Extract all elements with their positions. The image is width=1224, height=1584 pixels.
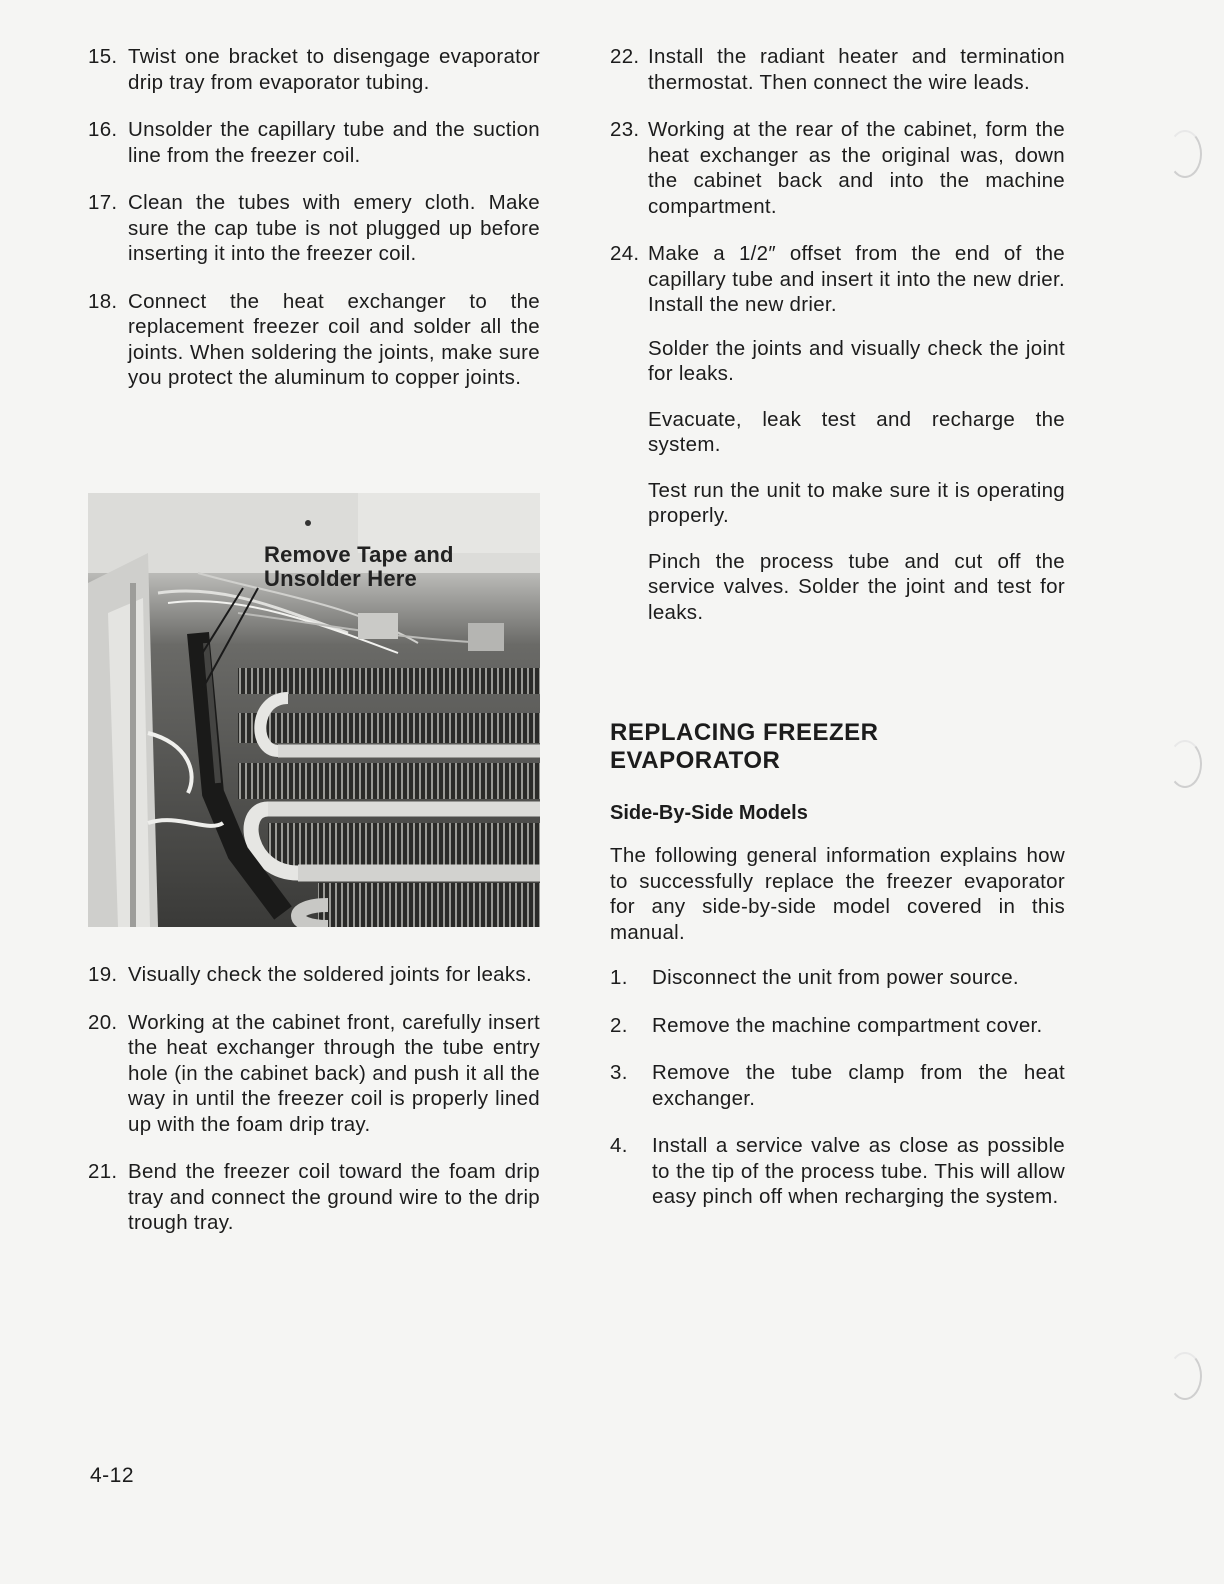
step-21 [88,1159,540,1236]
step-23 [610,117,1065,219]
step-text: Install a service valve as close as possible to the tip of the process tube. This will allow easy pinch off when recharging the system. [652,1134,1065,1208]
caption-line-2: Unsolder Here [264,566,417,591]
step-number: 23. [610,118,640,141]
caption-line-1: Remove Tape and [264,542,454,567]
step-24-para-3: Test run the unit to make sure it is operating properly. [648,478,1065,527]
step-number: 2. [610,1013,628,1037]
step-text: Install the radiant heater and termination thermostat. Then connect the wire leads. [648,45,1065,94]
step-text: Visually check the soldered joints for leaks. [128,963,532,986]
section-intro: The following general information explains how to successfully replace the freezer evaporator for any side-by-side model covered in this manual. [610,844,1065,944]
freezer-coil-photo [88,493,540,927]
step-number: 17. [88,191,118,214]
step-text: Disconnect the unit from power source. [652,966,1019,989]
section-step-1 [610,965,1065,991]
left-column-top [88,44,540,413]
binder-hole-middle [1168,740,1202,788]
step-17 [88,190,540,267]
section-step-3 [610,1060,1065,1111]
binder-hole-top [1168,130,1202,178]
step-16 [88,117,540,168]
section-heading [610,719,1065,775]
section-subheading: Side-By-Side Models [610,802,808,824]
step-text: Connect the heat exchanger to the replacement freezer coil and solder all the joints. When soldering the joints, make sure you protect the aluminum to copper joints. [128,289,540,389]
section-step-4 [610,1133,1065,1210]
step-24 [610,241,1065,318]
heading-line-1: REPLACING FREEZER [610,719,879,746]
step-number: 16. [88,118,118,141]
photo-caption [264,543,454,591]
step-text: Bend the freezer coil toward the foam drip tray and connect the ground wire to the drip trough tray. [128,1160,540,1234]
step-text: Remove the tube clamp from the heat exchanger. [652,1061,1065,1110]
heading-line-2: EVAPORATOR [610,747,781,774]
step-24-para-2: Evacuate, leak test and recharge the system. [648,407,1065,456]
step-15 [88,44,540,95]
step-18 [88,289,540,391]
right-column [610,44,1065,1232]
step-22 [610,44,1065,95]
binder-hole-bottom [1168,1352,1202,1400]
left-column-bottom [88,962,540,1258]
step-text: Remove the machine compartment cover. [652,1013,1043,1037]
step-number: 22. [610,45,640,68]
step-number: 15. [88,45,118,68]
step-number: 4. [610,1134,628,1157]
step-number: 18. [88,289,118,313]
step-text: Twist one bracket to disengage evaporator drip tray from evaporator tubing. [128,45,540,94]
step-20 [88,1010,540,1138]
section-step-2 [610,1013,1065,1039]
step-number: 1. [610,966,628,989]
step-text: Working at the cabinet front, carefully insert the heat exchanger through the tube entry hole (in the cabinet back) and push it all the way in until the freezer coil is properly lined up with the foam drip tray. [128,1010,540,1136]
step-19 [88,962,540,988]
step-number: 24. [610,242,640,265]
step-text: Clean the tubes with emery cloth. Make sure the cap tube is not plugged up before inserting it into the freezer coil. [128,191,540,265]
page-number: 4-12 [90,1464,135,1487]
step-number: 19. [88,963,118,986]
step-text: Make a 1/2″ offset from the end of the capillary tube and insert it into the new drier. Install the new drier. [648,242,1065,316]
step-number: 20. [88,1010,118,1034]
step-24-para-1: Solder the joints and visually check the joint for leaks. [648,336,1065,385]
step-24-para-4: Pinch the process tube and cut off the service valves. Solder the joint and test for leaks. [648,549,1065,624]
step-number: 21. [88,1160,118,1183]
step-text: Unsolder the capillary tube and the suction line from the freezer coil. [128,118,540,167]
section-spacer [610,645,1065,719]
step-text: Working at the rear of the cabinet, form the heat exchanger as the original was, down the cabinet back and into the machine compartment. [648,118,1065,218]
step-number: 3. [610,1061,628,1084]
